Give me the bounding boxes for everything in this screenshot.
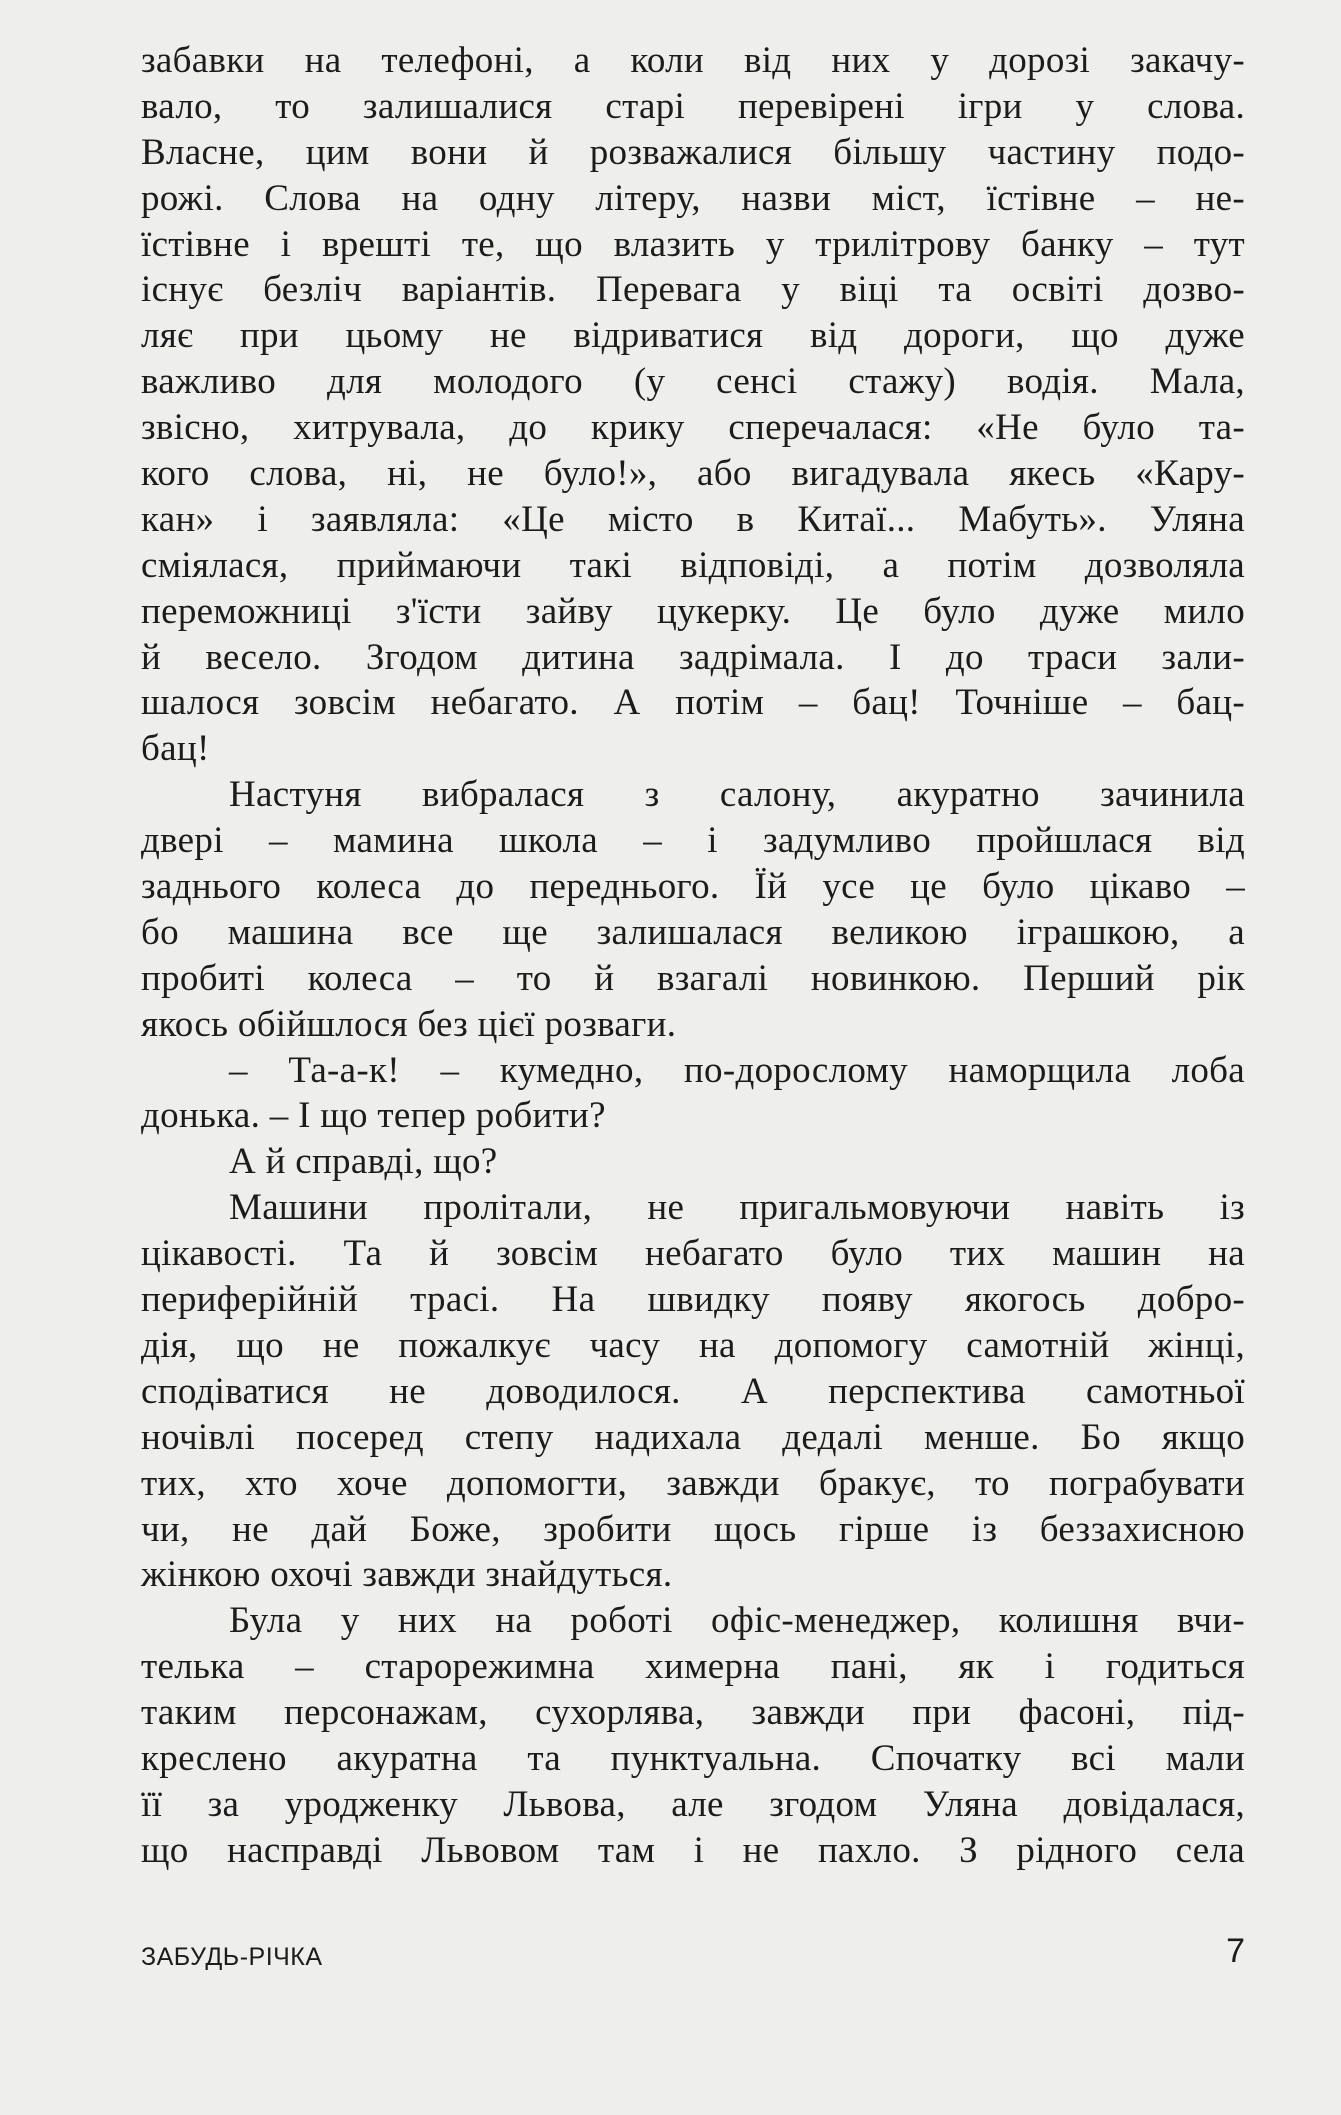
paragraph — [141, 1185, 1245, 1598]
running-footer-title: ЗАБУДЬ-РІЧКА — [141, 1943, 323, 1971]
paragraph — [141, 1598, 1245, 1873]
text-line: існує безліч варіантів. Перевага у віці та освіті дозво- — [141, 269, 1245, 311]
paragraph — [141, 772, 1245, 1047]
text-line: що насправді Львовом там і не пахло. З рідного села — [141, 1829, 1245, 1871]
text-line: шалося зовсім небагато. А потім – бац! Точніше – бац- — [141, 682, 1245, 724]
text-line: донька. – І що тепер робити? — [141, 1095, 606, 1137]
text-line: А й справді, що? — [229, 1141, 498, 1183]
text-line: Власне, цим вони й розважалися більшу частину подо- — [141, 131, 1245, 173]
text-line: тих, хто хоче допомогти, завжди бракує, то пограбувати — [141, 1462, 1245, 1504]
text-line: заднього колеса до переднього. Їй усе це було цікаво – — [141, 866, 1245, 908]
text-line: кого слова, ні, не було!», або вигадувала якесь «Кару- — [141, 453, 1245, 495]
text-line: й весело. Згодом дитина задрімала. І до траси зали- — [141, 636, 1245, 678]
body-text — [141, 38, 1245, 1874]
text-line: забавки на телефоні, а коли від них у дорозі закачу- — [141, 40, 1245, 81]
text-line: її за уродженку Львова, але згодом Уляна довідалася, — [141, 1783, 1245, 1825]
text-line: сподіватися не доводилося. А перспектива самотньої — [141, 1370, 1245, 1412]
text-line: таким персонажам, сухорлява, завжди при фасоні, під- — [141, 1692, 1245, 1734]
text-line: ляє при цьому не відриватися від дороги, що дуже — [141, 315, 1245, 357]
text-line: креслено акуратна та пунктуальна. Спочатку всі мали — [141, 1737, 1245, 1779]
text-line: чи, не дай Боже, зробити щось гірше із беззахисною — [141, 1508, 1245, 1550]
text-line: бо машина все ще залишалася великою іграшкою, а — [141, 911, 1245, 953]
text-line: сміялася, приймаючи такі відповіді, а потім дозволяла — [141, 544, 1245, 586]
text-line: цікавості. Та й зовсім небагато було тих машин на — [141, 1233, 1245, 1275]
text-line: рожі. Слова на одну літеру, назви міст, їстівне – не- — [141, 177, 1245, 219]
paragraph — [141, 1048, 1245, 1140]
text-line: пробиті колеса – то й взагалі новинкою. Перший рік — [141, 957, 1245, 999]
text-line: Настуня вибралася з салону, акуратно зачинила — [229, 774, 1245, 816]
text-line: Була у них на роботі офіс-менеджер, колишня вчи- — [229, 1600, 1245, 1642]
text-line: їстівне і врешті те, що влазить у трилітрову банку – тут — [141, 223, 1245, 265]
page-number: 7 — [1226, 1932, 1245, 1970]
text-line: Машини пролітали, не пригальмовуючи навіть із — [229, 1187, 1245, 1229]
text-line: двері – мамина школа – і задумливо пройшлася від — [141, 820, 1245, 862]
text-line: ночівлі посеред степу надихала дедалі менше. Бо якщо — [141, 1416, 1245, 1458]
text-line: важливо для молодого (у сенсі стажу) водія. Мала, — [141, 361, 1245, 403]
text-line: кан» і заявляла: «Це місто в Китаї... Мабуть». Уляна — [141, 498, 1245, 540]
text-line: периферійній трасі. На швидку появу якогось добро- — [141, 1279, 1245, 1321]
text-line: бац! — [141, 728, 210, 770]
paragraph — [141, 38, 1245, 772]
text-line: – Та-а-к! – кумедно, по-дорослому наморщила лоба — [229, 1049, 1245, 1091]
paragraph — [141, 1139, 1245, 1185]
text-line: вало, то залишалися старі перевірені ігри у слова. — [141, 85, 1245, 127]
text-line: якось обійшлося без цієї розваги. — [141, 1003, 677, 1045]
text-line: переможниці з'їсти зайву цукерку. Це було дуже мило — [141, 590, 1245, 632]
text-line: дія, що не пожалкує часу на допомогу самотній жінці, — [141, 1324, 1245, 1366]
text-line: жінкою охочі завжди знайдуться. — [141, 1554, 673, 1596]
text-line: звісно, хитрувала, до крику сперечалася: «Не було та- — [141, 407, 1245, 449]
text-line: телька – старорежимна химерна пані, як і годиться — [141, 1646, 1245, 1688]
